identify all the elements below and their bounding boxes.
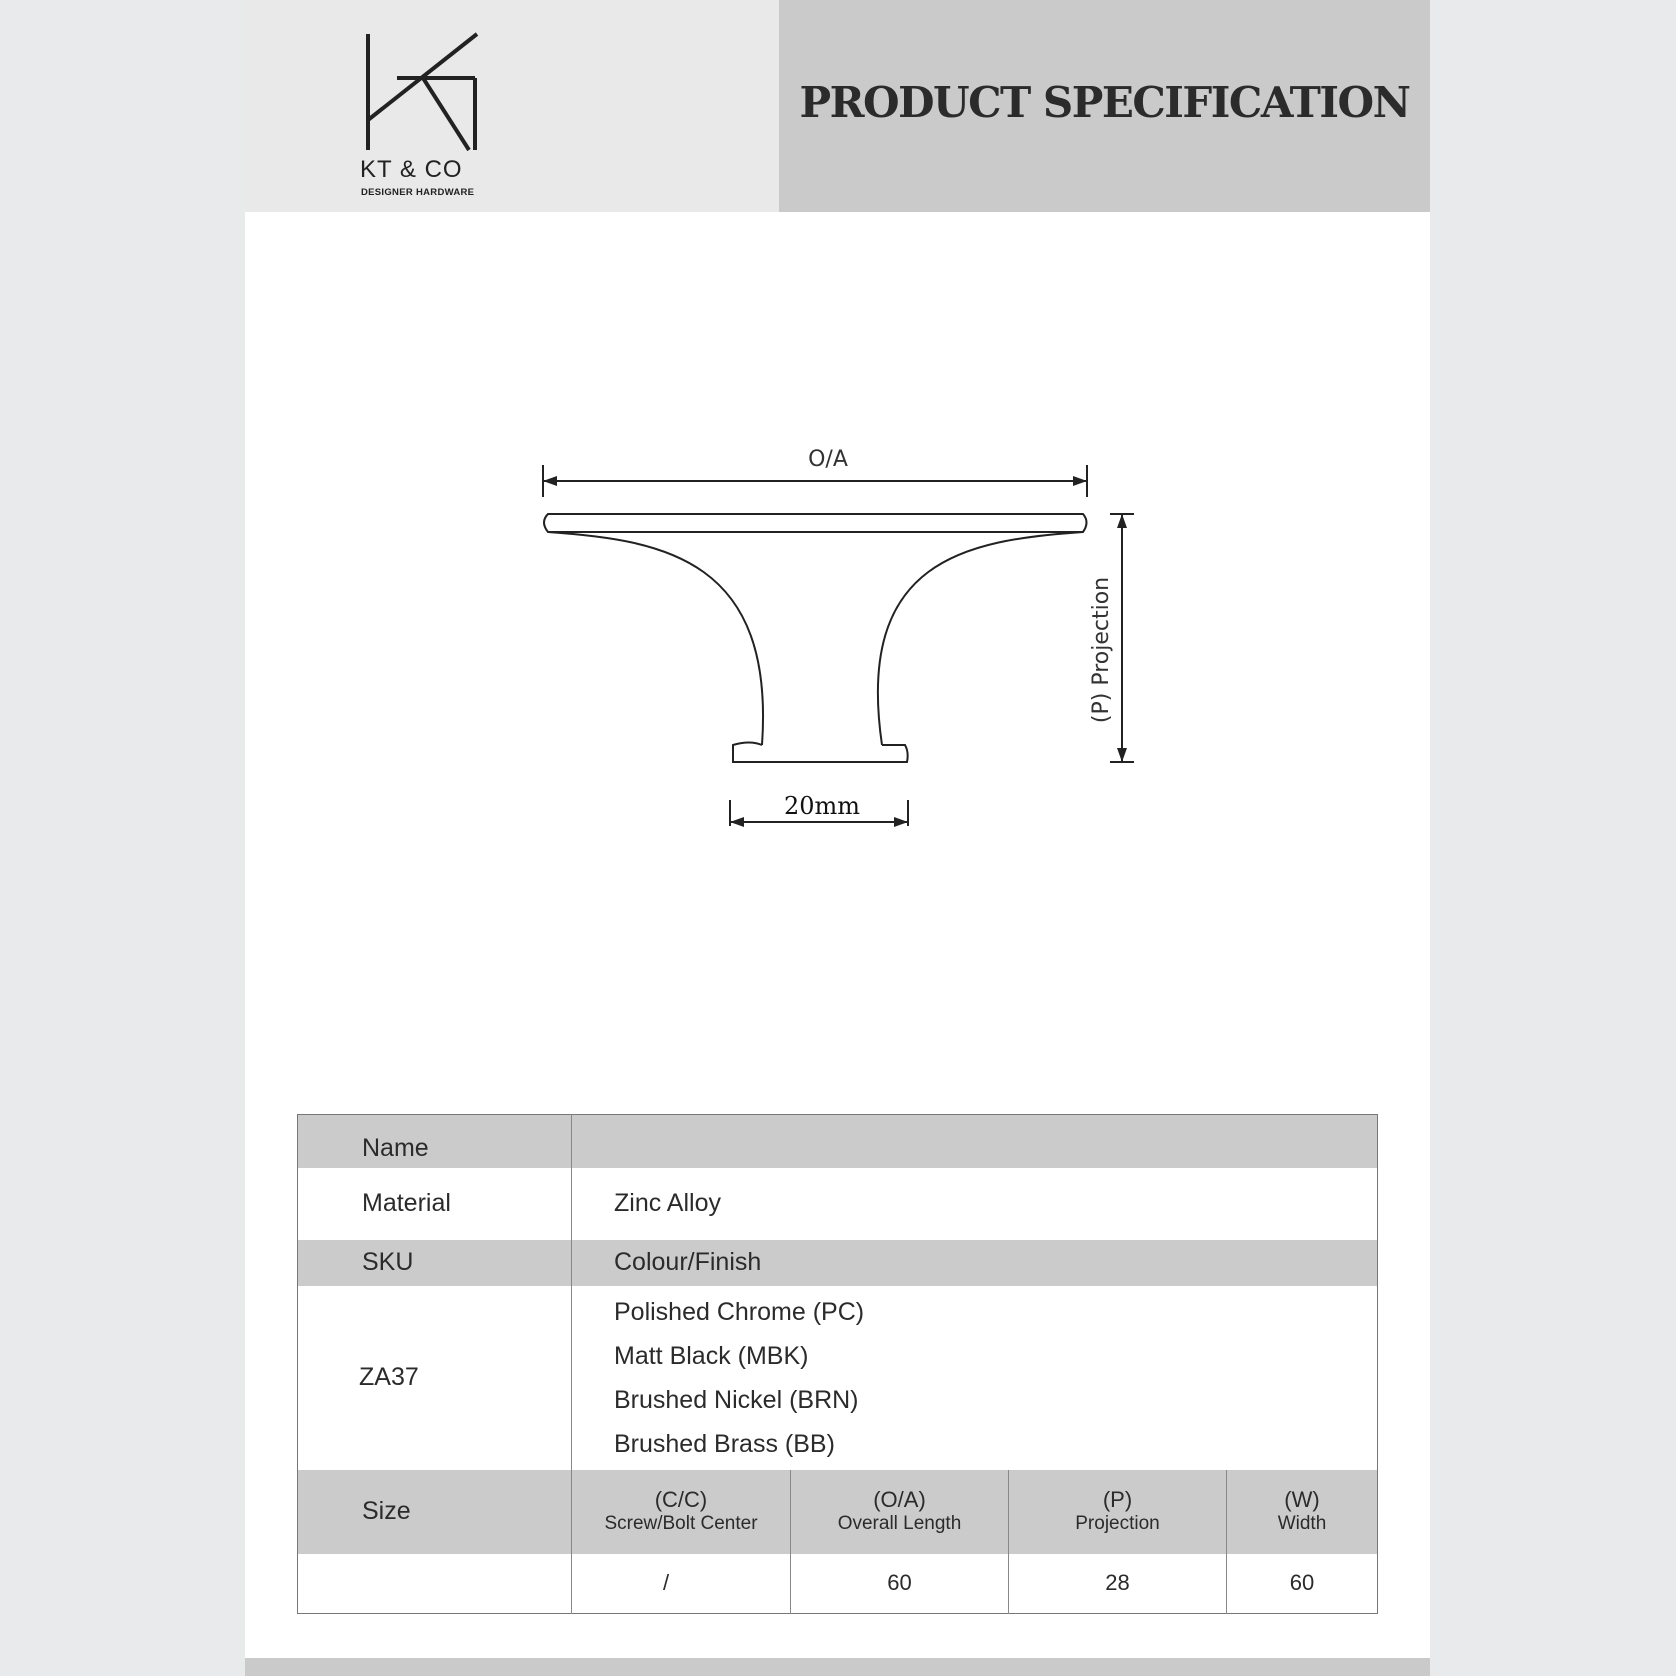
size-value-p: 28	[1009, 1554, 1227, 1614]
name-label: Name	[298, 1115, 572, 1168]
sku-value: ZA37	[298, 1286, 572, 1470]
size-col-oa	[791, 1470, 1009, 1554]
finish-item: Polished Chrome (PC)	[614, 1297, 865, 1326]
spec-sheet	[245, 0, 1430, 1676]
finish-item: Brushed Nickel (BRN)	[614, 1385, 859, 1414]
base-label: 20mm	[783, 792, 861, 820]
size-col-desc: Overall Length	[837, 1513, 962, 1535]
size-col-code: (O/A)	[873, 1486, 926, 1512]
size-col-code: (W)	[1284, 1486, 1320, 1512]
size-label: Size	[298, 1470, 572, 1554]
size-row-spacer	[298, 1554, 572, 1614]
brand-name: KT & CO	[360, 156, 463, 183]
finish-item: Brushed Brass (BB)	[614, 1429, 835, 1458]
size-col-p	[1009, 1470, 1227, 1554]
projection-label: (P) Projection	[1089, 576, 1114, 724]
page-title: PRODUCT SPECIFICATION	[799, 78, 1410, 127]
size-col-desc: Width	[1277, 1513, 1327, 1535]
size-col-w	[1227, 1470, 1378, 1554]
oa-label: O/A	[808, 447, 848, 472]
finish-item: Matt Black (MBK)	[614, 1341, 809, 1370]
size-col-code: (C/C)	[654, 1486, 708, 1512]
size-col-desc: Projection	[1075, 1513, 1160, 1535]
size-col-desc: Screw/Bolt Center	[604, 1513, 758, 1535]
product-diagram	[245, 0, 1430, 1000]
finish-list	[572, 1286, 1378, 1470]
sku-label: SKU	[298, 1240, 572, 1286]
size-col-cc	[572, 1470, 791, 1554]
footer-bar	[245, 1658, 1430, 1676]
material-label: Material	[298, 1168, 572, 1240]
size-value-w: 60	[1227, 1554, 1378, 1614]
size-col-code: (P)	[1102, 1486, 1133, 1512]
material-value: Zinc Alloy	[614, 1189, 721, 1217]
knob-outline	[544, 514, 1087, 532]
brand-tagline: DESIGNER HARDWARE	[361, 187, 475, 198]
size-value-cc: /	[662, 1570, 670, 1596]
finish-label: Colour/Finish	[614, 1248, 762, 1276]
size-value-oa: 60	[791, 1554, 1009, 1614]
name-value	[572, 1115, 1378, 1168]
spec-table	[297, 1114, 1378, 1614]
